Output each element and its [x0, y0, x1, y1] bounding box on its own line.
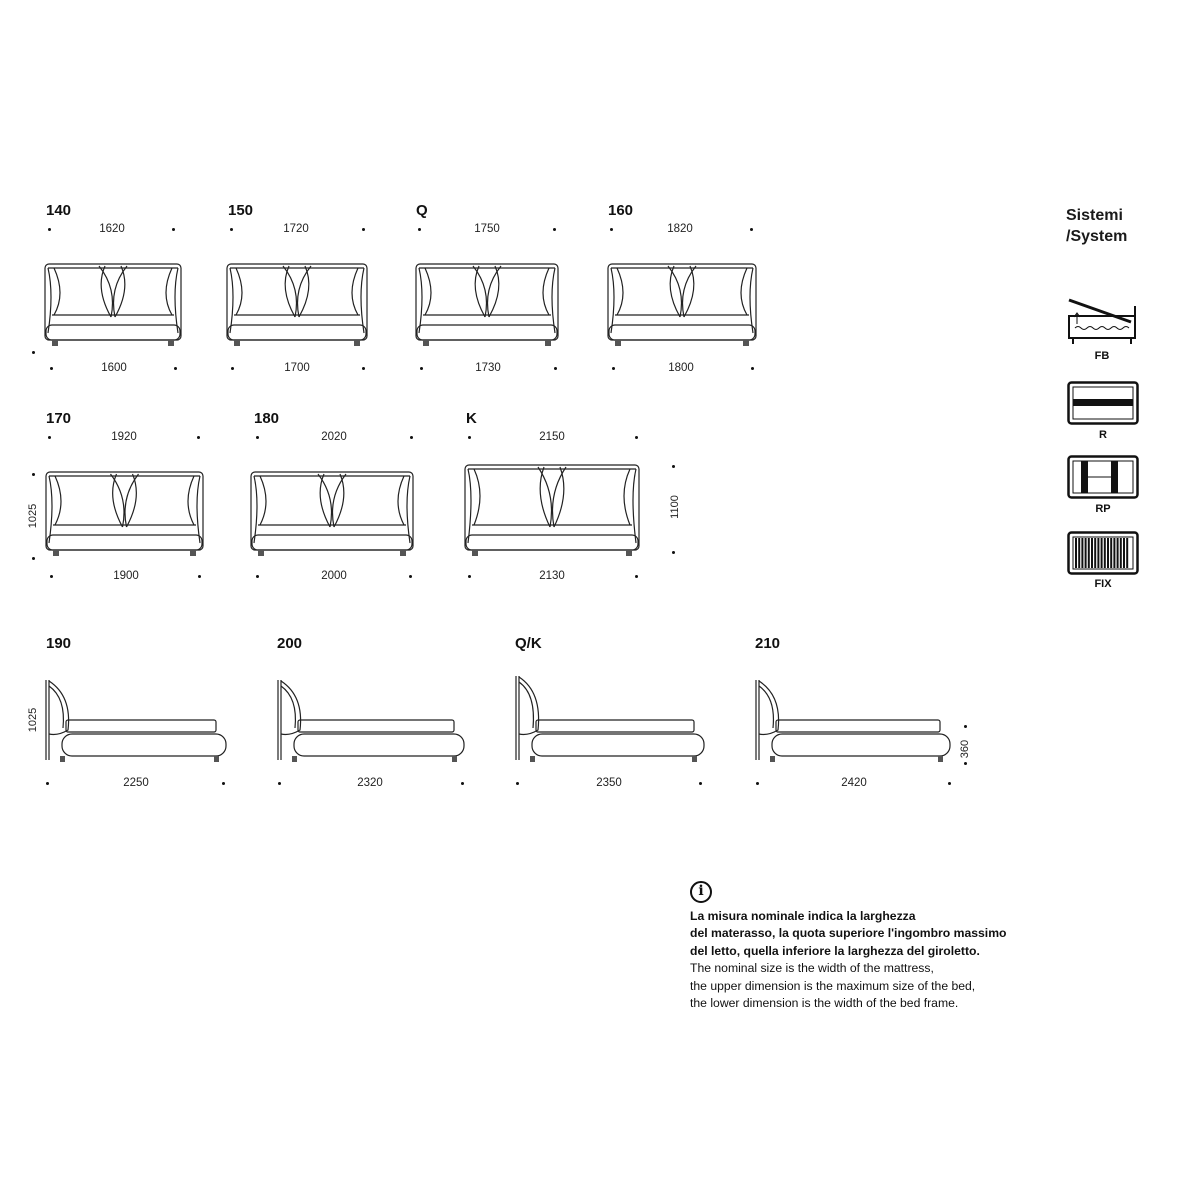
- side-view-210: [754, 678, 952, 766]
- nominal-size-note: [690, 908, 1050, 1012]
- bottom-dimension: 1700: [284, 362, 310, 374]
- slatted-base-icon: [1067, 381, 1139, 425]
- dim-dot: [362, 228, 365, 231]
- dim-dot: [409, 575, 412, 578]
- size-label-170: 170: [46, 410, 72, 427]
- size-label-150: 150: [228, 202, 254, 219]
- height-dimension: 1025: [27, 503, 39, 529]
- dim-dot: [612, 367, 615, 370]
- dim-dot: [32, 473, 35, 476]
- note-line-it-3: del letto, quella inferiore la larghezza del giroletto.: [690, 943, 980, 958]
- top-dimension: 1820: [667, 223, 693, 235]
- note-line-it-1: La misura nominale indica la larghezza: [690, 909, 916, 923]
- front-view-k: [464, 463, 640, 558]
- dim-dot: [362, 367, 365, 370]
- dim-dot: [553, 228, 556, 231]
- front-view-q: [415, 262, 559, 348]
- systems-title-en: /System: [1066, 228, 1128, 245]
- dim-dot: [410, 436, 413, 439]
- dim-dot: [420, 367, 423, 370]
- dim-dot: [174, 367, 177, 370]
- dim-dot: [32, 557, 35, 560]
- side-view-qk: [514, 674, 706, 766]
- dim-dot: [468, 436, 471, 439]
- size-label-q: Q: [416, 202, 428, 219]
- dim-dot: [48, 436, 51, 439]
- bottom-dimension: 1730: [475, 362, 501, 374]
- size-label-190: 190: [46, 635, 72, 652]
- dim-dot: [230, 228, 233, 231]
- dim-dot: [197, 436, 200, 439]
- front-view-170: [45, 470, 204, 558]
- top-dimension: 2020: [321, 431, 347, 443]
- top-dimension: 1620: [99, 223, 125, 235]
- dim-dot: [468, 575, 471, 578]
- dim-dot: [278, 782, 281, 785]
- system-label-r: R: [1099, 429, 1107, 441]
- dim-dot: [948, 782, 951, 785]
- system-label-rp: RP: [1095, 503, 1111, 515]
- height-dimension-side: 1025: [27, 707, 39, 733]
- systems-title: [1066, 205, 1127, 247]
- size-label-160: 160: [608, 202, 634, 219]
- bottom-dimension: 2130: [539, 570, 565, 582]
- dim-dot: [964, 725, 967, 728]
- bottom-dimension: 1600: [101, 362, 127, 374]
- front-view-180: [250, 470, 414, 558]
- adjustable-base-icon: [1067, 455, 1139, 499]
- note-line-en-2: the upper dimension is the maximum size of the bed,: [690, 978, 976, 993]
- front-view-150: [226, 262, 368, 348]
- dim-dot: [418, 228, 421, 231]
- size-label-180: 180: [254, 410, 280, 427]
- dim-dot: [699, 782, 702, 785]
- dim-dot: [50, 367, 53, 370]
- size-label-210: 210: [755, 635, 781, 652]
- dim-dot: [610, 228, 613, 231]
- front-view-160: [607, 262, 757, 348]
- size-label-qk: Q/K: [515, 635, 542, 652]
- dim-dot: [231, 367, 234, 370]
- dim-dot: [635, 436, 638, 439]
- dim-dot: [461, 782, 464, 785]
- length-dimension: 2250: [123, 777, 149, 789]
- bottom-dimension: 1900: [113, 570, 139, 582]
- length-dimension: 2350: [596, 777, 622, 789]
- system-label-fix: FIX: [1094, 578, 1112, 590]
- bottom-dimension: 1800: [668, 362, 694, 374]
- dim-dot: [256, 436, 259, 439]
- dim-dot: [672, 465, 675, 468]
- note-line-en-3: the lower dimension is the width of the bed frame.: [690, 996, 959, 1011]
- length-dimension: 2320: [357, 777, 383, 789]
- dim-dot: [46, 782, 49, 785]
- dim-dot: [256, 575, 259, 578]
- dim-dot: [554, 367, 557, 370]
- dim-dot: [516, 782, 519, 785]
- front-view-140: [44, 262, 182, 348]
- side-view-200: [276, 678, 466, 766]
- size-label-200: 200: [277, 635, 303, 652]
- dim-dot: [672, 551, 675, 554]
- fixed-slats-icon: [1067, 531, 1139, 575]
- size-label-k: K: [466, 410, 477, 427]
- bottom-dimension: 2000: [321, 570, 347, 582]
- side-view-190: [44, 678, 228, 766]
- dim-dot: [635, 575, 638, 578]
- top-dimension: 1920: [111, 431, 137, 443]
- size-label-140: 140: [46, 202, 72, 219]
- note-line-it-2: del materasso, la quota superiore l'ingombro massimo: [690, 926, 1007, 941]
- frame-height-dimension: 360: [959, 739, 971, 759]
- dim-dot: [172, 228, 175, 231]
- top-dimension: 1750: [474, 223, 500, 235]
- dim-dot: [48, 228, 51, 231]
- storage-lift-icon: [1065, 298, 1141, 348]
- dim-dot: [964, 762, 967, 765]
- dim-dot: [222, 782, 225, 785]
- top-dimension: 1720: [283, 223, 309, 235]
- dim-dot: [198, 575, 201, 578]
- length-dimension: 2420: [841, 777, 867, 789]
- dim-dot: [751, 367, 754, 370]
- dim-dot: [750, 228, 753, 231]
- systems-title-it: Sistemi: [1066, 207, 1123, 224]
- dim-dot: [32, 351, 35, 354]
- dim-dot: [756, 782, 759, 785]
- height-dimension-k: 1100: [669, 495, 681, 519]
- top-dimension: 2150: [539, 431, 565, 443]
- dim-dot: [50, 575, 53, 578]
- note-line-en-1: The nominal size is the width of the mattress,: [690, 961, 934, 976]
- system-label-fb: FB: [1094, 350, 1110, 362]
- info-icon: i: [690, 881, 712, 903]
